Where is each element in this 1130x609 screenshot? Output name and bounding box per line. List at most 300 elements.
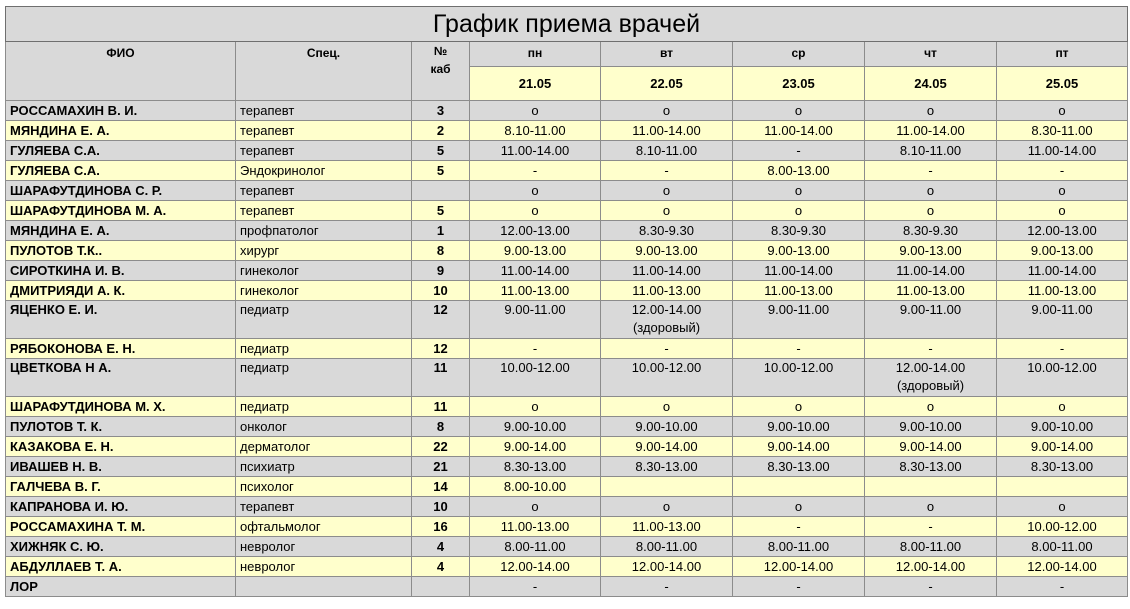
header-date-mon: 21.05	[470, 67, 601, 101]
header-day-thu: чт	[865, 42, 997, 67]
schedule-cell	[470, 359, 601, 397]
schedule-cell	[470, 517, 601, 537]
schedule-cell	[601, 417, 733, 437]
schedule-cell	[470, 181, 601, 201]
schedule-cell	[865, 261, 997, 281]
schedule-time: -	[664, 341, 669, 356]
doctor-specialty: психолог	[236, 477, 412, 497]
room-number: 21	[412, 457, 470, 477]
doctor-specialty: невролог	[236, 557, 412, 577]
schedule-time: 8.10-11.00	[899, 143, 962, 158]
schedule-cell	[733, 121, 865, 141]
table-row	[6, 201, 1128, 221]
schedule-time: 8.30-9.30	[639, 223, 694, 238]
schedule-time: 11.00-14.00	[896, 263, 965, 278]
schedule-time: 9.00-13.00	[503, 243, 567, 258]
schedule-time: о	[531, 399, 539, 414]
schedule-cell	[601, 201, 733, 221]
table-row	[6, 517, 1128, 537]
schedule-time: -	[928, 163, 933, 178]
schedule-cell	[733, 339, 865, 359]
table-row	[6, 417, 1128, 437]
schedule-cell	[997, 417, 1128, 437]
schedule-cell	[733, 161, 865, 181]
schedule-cell	[865, 359, 997, 397]
room-number: 8	[412, 241, 470, 261]
schedule-time: 12.00-14.00	[895, 559, 966, 574]
schedule-cell	[470, 497, 601, 517]
schedule-time: 11.00-13.00	[500, 519, 570, 534]
schedule-time: 9.00-10.00	[767, 419, 830, 434]
schedule-cell	[733, 497, 865, 517]
schedule-time: о	[794, 183, 803, 198]
schedule-cell	[865, 477, 997, 497]
schedule-cell	[733, 577, 865, 597]
schedule-cell	[997, 261, 1128, 281]
schedule-cell	[601, 141, 733, 161]
schedule-time: о	[794, 399, 803, 414]
doctor-specialty: терапевт	[236, 181, 412, 201]
schedule-time: 9.00-14.00	[767, 439, 830, 454]
schedule-time: о	[1058, 499, 1066, 514]
schedule-note: (здоровый)	[896, 378, 965, 393]
schedule-cell	[997, 141, 1128, 161]
schedule-cell	[733, 281, 865, 301]
schedule-cell	[865, 281, 997, 301]
doctor-name: КАЗАКОВА Е. Н.	[6, 437, 236, 457]
schedule-time: 10.00-12.00	[1027, 519, 1097, 534]
schedule-cell	[865, 397, 997, 417]
room-number: 1	[412, 221, 470, 241]
schedule-time: 11.00-14.00	[896, 123, 965, 138]
doctor-specialty: терапевт	[236, 201, 412, 221]
schedule-cell	[733, 477, 865, 497]
room-number: 2	[412, 121, 470, 141]
doctor-specialty: терапевт	[236, 121, 412, 141]
room-number: 12	[412, 301, 470, 339]
doctor-name: ХИЖНЯК С. Ю.	[6, 537, 236, 557]
table-row	[6, 141, 1128, 161]
schedule-time: о	[531, 103, 539, 118]
header-date-tue: 22.05	[601, 67, 733, 101]
schedule-cell	[601, 397, 733, 417]
page-title: График приема врачей	[6, 7, 1128, 42]
schedule-time: -	[796, 519, 801, 534]
doctor-specialty: профпатолог	[236, 221, 412, 241]
schedule-time: о	[662, 183, 671, 198]
schedule-cell	[997, 397, 1128, 417]
schedule-time: 11.00-13.00	[896, 283, 965, 298]
schedule-cell	[470, 397, 601, 417]
schedule-time: о	[926, 103, 935, 118]
doctor-name: МЯНДИНА Е. А.	[6, 221, 236, 241]
schedule-cell	[733, 101, 865, 121]
schedule-time: -	[532, 579, 538, 594]
schedule-time: 8.10-11.00	[504, 123, 566, 138]
schedule-cell	[601, 339, 733, 359]
schedule-cell	[997, 221, 1128, 241]
schedule-time: 12.00-14.00	[631, 302, 702, 317]
table-row	[6, 121, 1128, 141]
schedule-time: 12.00-14.00	[763, 559, 834, 574]
schedule-cell	[997, 101, 1128, 121]
table-row	[6, 577, 1128, 597]
header-day-wed: ср	[733, 42, 865, 67]
schedule-cell	[470, 477, 601, 497]
schedule-cell	[601, 121, 733, 141]
schedule-cell	[733, 181, 865, 201]
schedule-cell	[601, 477, 733, 497]
schedule-time: 12.00-14.00	[1027, 559, 1097, 574]
doctor-name: ШАРАФУТДИНОВА М. А.	[6, 201, 236, 221]
schedule-time: 9.00-10.00	[635, 419, 698, 434]
schedule-cell	[470, 161, 601, 181]
room-number: 10	[412, 281, 470, 301]
schedule-time: о	[662, 103, 671, 118]
doctor-name: ГУЛЯЕВА С.А.	[6, 141, 236, 161]
doctor-specialty	[236, 577, 412, 597]
doctor-name: ПУЛОТОВ Т. К.	[6, 417, 236, 437]
schedule-time: 11.00-13.00	[764, 283, 833, 298]
schedule-time: 11.00-13.00	[632, 519, 701, 534]
table-row	[6, 537, 1128, 557]
doctor-name: РОССАМАХИН В. И.	[6, 101, 236, 121]
room-number: 22	[412, 437, 470, 457]
schedule-cell	[997, 201, 1128, 221]
header-cab-line1: №	[433, 44, 448, 58]
table-row	[6, 261, 1128, 281]
schedule-cell	[865, 437, 997, 457]
room-number: 5	[412, 161, 470, 181]
doctor-specialty: терапевт	[236, 141, 412, 161]
header-date-fri: 25.05	[997, 67, 1128, 101]
schedule-time: 9.00-13.00	[767, 243, 830, 258]
schedule-sheet	[5, 6, 1128, 597]
doctor-specialty: хирург	[236, 241, 412, 261]
schedule-cell	[470, 537, 601, 557]
schedule-time: -	[796, 579, 801, 594]
schedule-cell	[865, 141, 997, 161]
schedule-time: 9.00-13.00	[1030, 243, 1094, 258]
schedule-time: 9.00-14.00	[899, 439, 962, 454]
schedule-cell	[733, 241, 865, 261]
schedule-time: 9.00-13.00	[635, 243, 698, 258]
schedule-cell	[470, 261, 601, 281]
schedule-cell	[601, 221, 733, 241]
schedule-time: 11.00-14.00	[500, 143, 570, 158]
schedule-time: 8.30-13.00	[635, 459, 698, 474]
schedule-cell	[601, 497, 733, 517]
table-row	[6, 437, 1128, 457]
schedule-time: 11.00-14.00	[500, 263, 570, 278]
schedule-cell	[865, 161, 997, 181]
schedule-cell	[601, 437, 733, 457]
schedule-cell	[733, 397, 865, 417]
schedule-time: -	[1059, 579, 1065, 594]
schedule-time: 11.00-14.00	[632, 123, 701, 138]
schedule-time: о	[1058, 183, 1066, 198]
schedule-time: 8.00-11.00	[504, 539, 566, 554]
doctor-name: РЯБОКОНОВА Е. Н.	[6, 339, 236, 359]
schedule-time: 11.00-13.00	[632, 283, 701, 298]
schedule-cell	[733, 221, 865, 241]
doctor-specialty: педиатр	[236, 301, 412, 339]
schedule-cell	[601, 281, 733, 301]
schedule-cell	[733, 417, 865, 437]
schedule-cell	[865, 201, 997, 221]
table-row	[6, 101, 1128, 121]
schedule-time: 11.00-13.00	[500, 283, 570, 298]
doctor-specialty: онколог	[236, 417, 412, 437]
header-day-tue: вт	[601, 42, 733, 67]
schedule-cell	[601, 181, 733, 201]
schedule-cell	[865, 537, 997, 557]
doctor-specialty: терапевт	[236, 101, 412, 121]
schedule-cell	[470, 437, 601, 457]
schedule-cell	[865, 241, 997, 261]
schedule-time: о	[531, 499, 539, 514]
schedule-time: 9.00-11.00	[1031, 302, 1093, 317]
schedule-time: о	[926, 399, 935, 414]
table-row	[6, 497, 1128, 517]
schedule-time: о	[926, 203, 935, 218]
table-row	[6, 477, 1128, 497]
room-number: 4	[412, 537, 470, 557]
schedule-cell	[865, 121, 997, 141]
schedule-time: 10.00-12.00	[500, 360, 570, 375]
schedule-time: 9.00-11.00	[767, 302, 830, 317]
schedule-cell	[997, 359, 1128, 397]
schedule-time: 9.00-11.00	[504, 302, 566, 317]
doctor-specialty: педиатр	[236, 339, 412, 359]
doctor-name: РОССАМАХИНА Т. М.	[6, 517, 236, 537]
schedule-time: 12.00-14.00	[895, 360, 966, 375]
schedule-cell	[470, 141, 601, 161]
schedule-cell	[601, 261, 733, 281]
schedule-cell	[601, 359, 733, 397]
doctor-name: ИВАШЕВ Н. В.	[6, 457, 236, 477]
table-row	[6, 241, 1128, 261]
schedule-cell	[470, 281, 601, 301]
schedule-cell	[470, 201, 601, 221]
schedule-time: 8.00-11.00	[767, 539, 830, 554]
doctor-specialty: педиатр	[236, 359, 412, 397]
table-row	[6, 281, 1128, 301]
schedule-time: 8.30-9.30	[903, 223, 958, 238]
schedule-cell	[601, 457, 733, 477]
schedule-time: 8.00-11.00	[899, 539, 962, 554]
schedule-time: о	[1058, 103, 1066, 118]
schedule-cell	[865, 301, 997, 339]
doctor-specialty: Эндокринолог	[236, 161, 412, 181]
schedule-cell	[997, 437, 1128, 457]
schedule-time: о	[794, 499, 803, 514]
schedule-time: 8.30-13.00	[1030, 459, 1094, 474]
doctor-name: ЯЦЕНКО Е. И.	[6, 301, 236, 339]
schedule-cell	[733, 537, 865, 557]
schedule-cell	[601, 577, 733, 597]
room-number	[412, 577, 470, 597]
doctor-specialty: педиатр	[236, 397, 412, 417]
schedule-time: о	[531, 203, 539, 218]
schedule-time: -	[664, 163, 669, 178]
doctor-name: ГУЛЯЕВА С.А.	[6, 161, 236, 181]
schedule-time: о	[794, 103, 803, 118]
schedule-cell	[865, 101, 997, 121]
schedule-cell	[997, 121, 1128, 141]
schedule-time: -	[1059, 341, 1065, 356]
schedule-time: 9.00-13.00	[899, 243, 962, 258]
schedule-cell	[470, 339, 601, 359]
schedule-time: -	[532, 163, 538, 178]
schedule-time: -	[928, 579, 933, 594]
schedule-time: 11.00-14.00	[632, 263, 701, 278]
header-date-thu: 24.05	[865, 67, 997, 101]
room-number: 3	[412, 101, 470, 121]
schedule-cell	[997, 557, 1128, 577]
schedule-time: 9.00-14.00	[635, 439, 698, 454]
schedule-time: 10.00-12.00	[1027, 360, 1097, 375]
schedule-cell	[470, 101, 601, 121]
schedule-time: 8.30-11.00	[1031, 123, 1093, 138]
schedule-cell	[733, 517, 865, 537]
header-cab	[412, 42, 470, 101]
schedule-time: 8.00-11.00	[1031, 539, 1093, 554]
schedule-cell	[733, 437, 865, 457]
header-spec: Спец.	[236, 42, 412, 101]
doctor-specialty: гинеколог	[236, 261, 412, 281]
doctor-name: ЛОР	[6, 577, 236, 597]
room-number: 10	[412, 497, 470, 517]
table-row	[6, 359, 1128, 397]
schedule-cell	[865, 339, 997, 359]
schedule-time: 9.00-11.00	[899, 302, 962, 317]
schedule-time: -	[532, 341, 538, 356]
schedule-cell	[997, 281, 1128, 301]
schedule-cell	[997, 161, 1128, 181]
schedule-time: о	[1058, 203, 1066, 218]
table-row	[6, 457, 1128, 477]
schedule-cell	[865, 417, 997, 437]
schedule-time: 12.00-13.00	[500, 223, 570, 238]
schedule-cell	[865, 457, 997, 477]
schedule-time: о	[662, 499, 671, 514]
schedule-time: -	[796, 143, 801, 158]
schedule-time: 11.00-14.00	[1027, 143, 1097, 158]
table-row	[6, 161, 1128, 181]
schedule-time: -	[664, 579, 669, 594]
schedule-cell	[997, 181, 1128, 201]
doctor-name: МЯНДИНА Е. А.	[6, 121, 236, 141]
doctor-name: ШАРАФУТДИНОВА С. Р.	[6, 181, 236, 201]
table-row	[6, 181, 1128, 201]
room-number	[412, 181, 470, 201]
schedule-time: о	[662, 203, 671, 218]
header-day-mon: пн	[470, 42, 601, 67]
schedule-time: 8.00-10.00	[503, 479, 567, 494]
schedule-time: 8.30-9.30	[771, 223, 826, 238]
room-number: 5	[412, 201, 470, 221]
schedule-time: -	[796, 341, 801, 356]
schedule-cell	[865, 517, 997, 537]
schedule-time: 8.30-13.00	[503, 459, 567, 474]
schedule-time: 9.00-14.00	[1030, 439, 1094, 454]
schedule-time: 8.00-13.00	[767, 163, 830, 178]
schedule-time: 12.00-13.00	[1027, 223, 1097, 238]
schedule-time: о	[926, 183, 935, 198]
schedule-note: (здоровый)	[632, 320, 701, 335]
room-number: 5	[412, 141, 470, 161]
schedule-cell	[733, 301, 865, 339]
schedule-cell	[601, 557, 733, 577]
room-number: 11	[412, 397, 470, 417]
schedule-time: о	[662, 399, 671, 414]
schedule-time: 11.00-14.00	[764, 263, 833, 278]
schedule-time: -	[928, 341, 933, 356]
schedule-cell	[733, 141, 865, 161]
table-row	[6, 339, 1128, 359]
schedule-time: 11.00-14.00	[1027, 263, 1097, 278]
table-row	[6, 221, 1128, 241]
schedule-table	[5, 6, 1128, 597]
table-row	[6, 557, 1128, 577]
schedule-time: 8.30-13.00	[899, 459, 962, 474]
schedule-time: 11.00-13.00	[1027, 283, 1097, 298]
room-number: 9	[412, 261, 470, 281]
doctor-specialty: дерматолог	[236, 437, 412, 457]
doctor-name: ГАЛЧЕВА В. Г.	[6, 477, 236, 497]
doctor-name: ШАРАФУТДИНОВА М. Х.	[6, 397, 236, 417]
doctor-specialty: гинеколог	[236, 281, 412, 301]
schedule-cell	[470, 121, 601, 141]
doctor-name: АБДУЛЛАЕВ Т. А.	[6, 557, 236, 577]
schedule-time: 11.00-14.00	[764, 123, 833, 138]
schedule-cell	[470, 221, 601, 241]
schedule-cell	[997, 577, 1128, 597]
schedule-cell	[470, 457, 601, 477]
schedule-time: 9.00-10.00	[899, 419, 962, 434]
schedule-time: -	[928, 519, 933, 534]
header-day-fri: пт	[997, 42, 1128, 67]
table-row	[6, 397, 1128, 417]
doctor-specialty: офтальмолог	[236, 517, 412, 537]
doctor-name: СИРОТКИНА И. В.	[6, 261, 236, 281]
room-number: 16	[412, 517, 470, 537]
table-row	[6, 301, 1128, 339]
room-number: 11	[412, 359, 470, 397]
schedule-time: 8.00-11.00	[635, 539, 698, 554]
room-number: 4	[412, 557, 470, 577]
schedule-cell	[601, 301, 733, 339]
schedule-time: -	[1059, 163, 1065, 178]
header-fio: ФИО	[6, 42, 236, 101]
schedule-time: 9.00-10.00	[503, 419, 567, 434]
doctor-specialty: терапевт	[236, 497, 412, 517]
schedule-cell	[733, 201, 865, 221]
schedule-cell	[733, 557, 865, 577]
schedule-cell	[997, 537, 1128, 557]
schedule-cell	[997, 497, 1128, 517]
schedule-cell	[997, 241, 1128, 261]
room-number: 14	[412, 477, 470, 497]
schedule-cell	[997, 477, 1128, 497]
doctor-specialty: невролог	[236, 537, 412, 557]
schedule-time: 12.00-14.00	[631, 559, 702, 574]
schedule-time: о	[1058, 399, 1066, 414]
schedule-cell	[601, 517, 733, 537]
schedule-cell	[470, 417, 601, 437]
schedule-cell	[601, 101, 733, 121]
